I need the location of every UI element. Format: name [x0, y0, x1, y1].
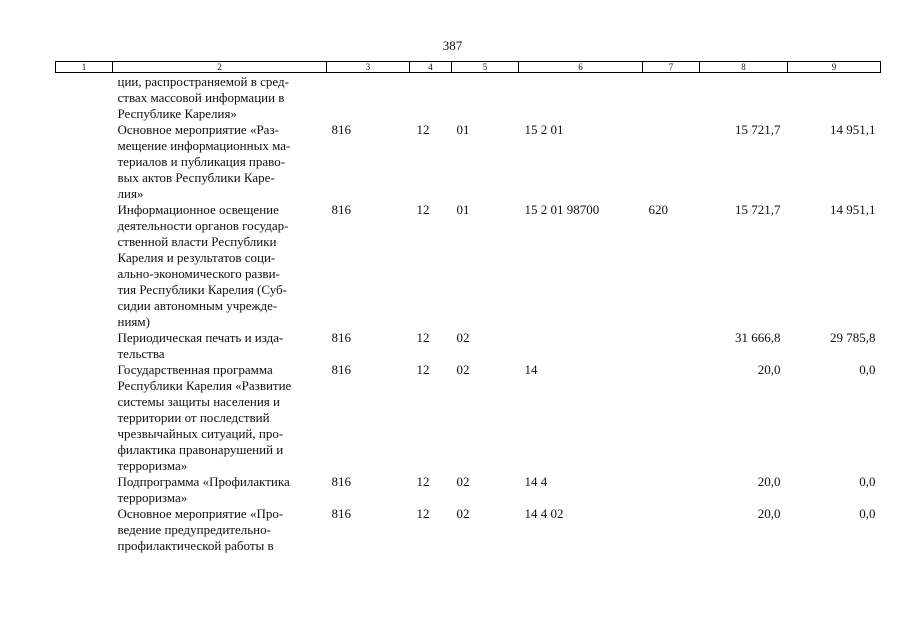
row-cell-c6: 14 4: [524, 474, 548, 489]
row-cell-c3: 816: [331, 202, 351, 217]
row-cell-c7: [643, 122, 700, 202]
row-cell-c6: [519, 330, 643, 362]
row-cell-c4: 12: [416, 330, 430, 345]
row-cell-c4: 12: [416, 202, 430, 217]
row-name-line: ствах массовой информации в: [117, 90, 285, 105]
table-row: [56, 474, 881, 506]
row-cell-c9: [788, 73, 881, 123]
row-cell-c4: 12: [416, 122, 430, 137]
table-header-row: [56, 62, 881, 73]
row-name-line: терроризма»: [117, 490, 188, 505]
row-name-line: Подпрограмма «Профилактика: [117, 474, 290, 489]
table-row: [56, 506, 881, 554]
row-cell-c8: [700, 73, 788, 123]
row-name-cell: [113, 506, 327, 554]
row-name-line: Карелия и результатов соци-: [117, 250, 276, 265]
table-row: [56, 330, 881, 362]
row-name-line: Республике Карелия»: [117, 106, 237, 121]
budget-table: [55, 61, 881, 554]
row-name-line: Основное мероприятие «Раз-: [117, 122, 279, 137]
row-name-line: ально-экономического разви-: [117, 266, 280, 281]
row-cell-col1: [56, 506, 113, 554]
row-name-line: территории от последствий: [117, 410, 270, 425]
row-cell-col1: [56, 73, 113, 123]
row-name-line: ниям): [117, 314, 150, 329]
column-header-5: 5: [452, 62, 519, 73]
row-cell-c6: 14 4 02: [524, 506, 564, 521]
row-cell-c7: 620: [648, 202, 668, 217]
row-name-line: ственной власти Республики: [117, 234, 277, 249]
row-name-cell: [113, 474, 327, 506]
table-body: [56, 73, 881, 555]
row-name-line: ведение предупредительно-: [117, 522, 271, 537]
row-cell-c9: 0,0: [859, 506, 876, 521]
row-cell-c6: 15 2 01: [524, 122, 564, 137]
row-cell-c4: 12: [416, 362, 430, 377]
column-header-2: 2: [113, 62, 327, 73]
row-name-cell: [113, 362, 327, 474]
row-cell-col1: [56, 362, 113, 474]
row-cell-c3: 816: [331, 362, 351, 377]
row-cell-col1: [56, 474, 113, 506]
row-cell-c8: 15 721,7: [735, 122, 781, 137]
column-header-8: 8: [700, 62, 788, 73]
column-header-1: 1: [56, 62, 113, 73]
row-cell-c4: [410, 73, 452, 123]
column-header-4: 4: [410, 62, 452, 73]
row-cell-c9: 14 951,1: [830, 122, 876, 137]
row-cell-c4: 12: [416, 506, 430, 521]
row-cell-c8: 20,0: [757, 474, 781, 489]
row-cell-c9: 14 951,1: [830, 202, 876, 217]
row-cell-c9: 0,0: [859, 474, 876, 489]
column-header-6: 6: [519, 62, 643, 73]
row-cell-c3: [327, 73, 410, 123]
row-name-line: чрезвычайных ситуаций, про-: [117, 426, 284, 441]
row-cell-c5: 02: [456, 506, 470, 521]
row-name-line: Информационное освещение: [117, 202, 279, 217]
row-name-line: профилактической работы в: [117, 538, 274, 553]
row-name-line: сидии автономным учрежде-: [117, 298, 278, 313]
row-cell-c7: [643, 73, 700, 123]
row-name-line: филактика правонарушений и: [117, 442, 284, 457]
row-name-line: лия»: [117, 186, 144, 201]
row-cell-c3: 816: [331, 330, 351, 345]
table-row: [56, 73, 881, 123]
row-name-cell: [113, 330, 327, 362]
row-cell-c6: 15 2 01 98700: [524, 202, 600, 217]
row-cell-c8: 20,0: [757, 506, 781, 521]
row-cell-c8: 15 721,7: [735, 202, 781, 217]
row-name-line: Периодическая печать и изда-: [117, 330, 284, 345]
row-name-line: терроризма»: [117, 458, 188, 473]
row-cell-c8: 31 666,8: [735, 330, 781, 345]
row-name-line: деятельности органов государ-: [117, 218, 289, 233]
table-row: [56, 362, 881, 474]
table-row: [56, 202, 881, 330]
row-cell-col1: [56, 122, 113, 202]
row-name-line: Государственная программа: [117, 362, 273, 377]
column-header-9: 9: [788, 62, 881, 73]
row-name-line: ции, распространяемой в сред-: [117, 74, 289, 89]
row-name-line: мещение информационных ма-: [117, 138, 291, 153]
column-header-3: 3: [327, 62, 410, 73]
row-cell-c7: [643, 330, 700, 362]
row-name-cell: [113, 73, 327, 123]
row-name-line: Основное мероприятие «Про-: [117, 506, 284, 521]
row-cell-c5: 01: [456, 202, 470, 217]
row-cell-c5: 02: [456, 362, 470, 377]
row-cell-c7: [643, 362, 700, 474]
row-cell-c3: 816: [331, 122, 351, 137]
column-header-7: 7: [643, 62, 700, 73]
row-cell-c5: 02: [456, 330, 470, 345]
row-cell-col1: [56, 330, 113, 362]
row-name-line: тия Республики Карелия (Суб-: [117, 282, 287, 297]
row-cell-c9: 0,0: [859, 362, 876, 377]
row-cell-c7: [643, 474, 700, 506]
row-cell-col1: [56, 202, 113, 330]
row-name-line: системы защиты населения и: [117, 394, 280, 409]
row-cell-c9: 29 785,8: [830, 330, 876, 345]
row-name-line: тельства: [117, 346, 165, 361]
row-name-cell: [113, 122, 327, 202]
row-cell-c8: 20,0: [757, 362, 781, 377]
row-name-line: териалов и публикация право-: [117, 154, 286, 169]
row-cell-c7: [643, 506, 700, 554]
row-cell-c5: 01: [456, 122, 470, 137]
row-cell-c5: [452, 73, 519, 123]
row-name-cell: [113, 202, 327, 330]
table-row: [56, 122, 881, 202]
row-cell-c6: 14: [524, 362, 538, 377]
row-name-line: вых актов Республики Каре-: [117, 170, 275, 185]
row-name-line: Республики Карелия «Развитие: [117, 378, 292, 393]
page-number: 387: [442, 38, 463, 53]
row-cell-c4: 12: [416, 474, 430, 489]
row-cell-c3: 816: [331, 474, 351, 489]
row-cell-c6: [519, 73, 643, 123]
row-cell-c3: 816: [331, 506, 351, 521]
row-cell-c5: 02: [456, 474, 470, 489]
